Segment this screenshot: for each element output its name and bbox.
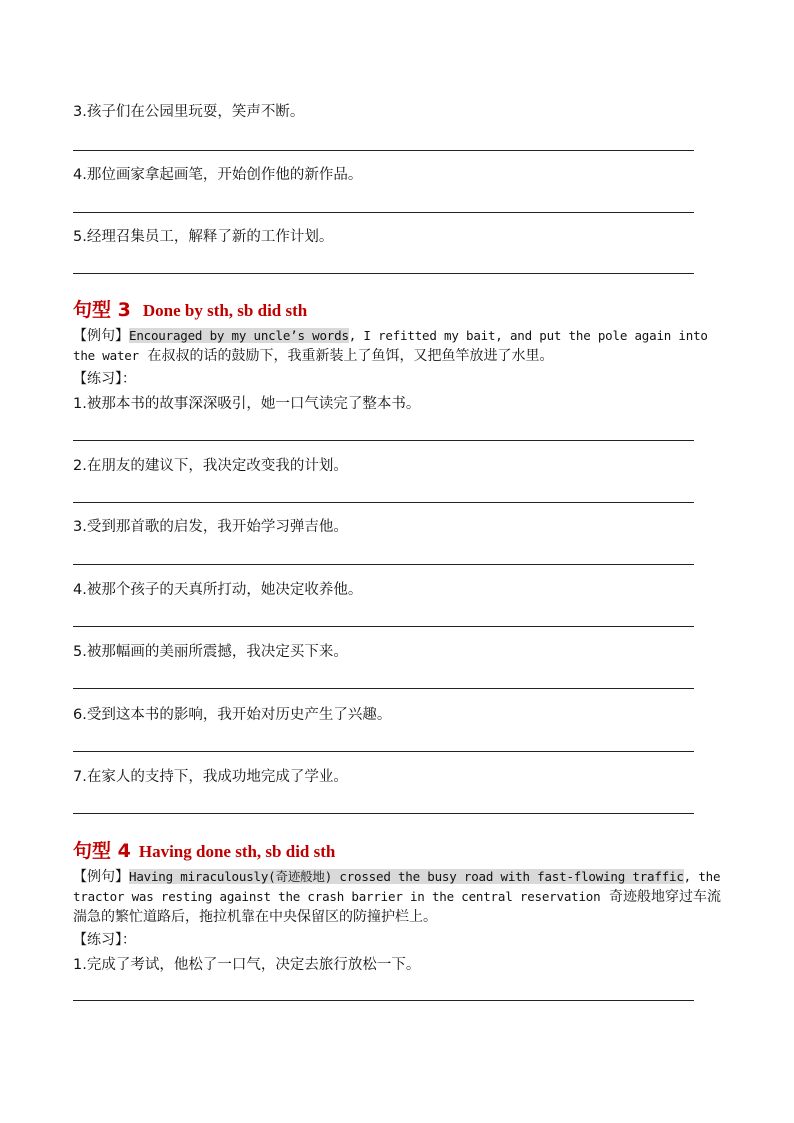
practice-item: 2.在朋友的建议下，我决定改变我的计划。 (73, 458, 348, 474)
example-label: 【例句】 (73, 869, 129, 885)
practice-item: 6.受到这本书的影响，我开始对历史产生了兴趣。 (73, 707, 392, 723)
example-highlight: Having miraculously(奇迹般地) crossed the busy road with fast-flowing traffic (129, 869, 684, 884)
answer-line[interactable] (73, 1000, 694, 1001)
answer-line[interactable] (73, 813, 694, 814)
practice-item: 3.孩子们在公园里玩耍，笑声不断。 (73, 104, 305, 120)
practice-label: 【练习】： (73, 932, 136, 948)
practice-item: 5.被那幅画的美丽所震撼，我决定买下来。 (73, 644, 348, 660)
answer-line[interactable] (73, 564, 694, 565)
practice-item: 5.经理召集员工，解释了新的工作计划。 (73, 229, 334, 245)
practice-item: 4.那位画家拿起画笔，开始创作他的新作品。 (73, 167, 363, 183)
practice-item: 1.完成了考试，他松了一口气，决定去旅行放松一下。 (73, 957, 421, 973)
practice-item: 4.被那个孩子的天真所打动，她决定收养他。 (73, 582, 363, 598)
section-heading (73, 295, 307, 322)
example-rest: , the tractor was resting against the crash barrier in the central reservation (73, 869, 721, 904)
heading-en: Having done sth, sb did sth (138, 842, 336, 861)
answer-line[interactable] (73, 150, 694, 151)
example-label: 【例句】 (73, 328, 129, 344)
section-heading (73, 836, 335, 863)
practice-item: 1.被那本书的故事深深吸引，她一口气读完了整本书。 (73, 396, 421, 412)
practice-label: 【练习】： (73, 371, 136, 387)
practice-item: 7.在家人的支持下，我成功地完成了学业。 (73, 769, 348, 785)
answer-line[interactable] (73, 626, 694, 627)
practice-item: 3.受到那首歌的启发，我开始学习弹吉他。 (73, 519, 348, 535)
answer-line[interactable] (73, 688, 694, 689)
example-sentence (73, 867, 723, 927)
example-highlight: Encouraged by my uncle’s words (129, 328, 349, 343)
answer-line[interactable] (73, 751, 694, 752)
example-translation: 在叔叔的话的鼓励下，我重新装上了鱼饵，又把鱼竿放进了水里。 (147, 348, 554, 364)
answer-line[interactable] (73, 440, 694, 441)
answer-line[interactable] (73, 212, 694, 213)
heading-cn: 句型 4 (73, 840, 131, 862)
example-translation: 奇迹般地穿过车流湍急的繁忙道路后，拖拉机靠在中央保留区的防撞护栏上。 (73, 889, 722, 925)
answer-line[interactable] (73, 273, 694, 274)
example-rest: , I refitted my bait, and put the pole again into the water (73, 328, 708, 363)
heading-cn: 句型 3 (73, 299, 131, 321)
heading-en: Done by sth, sb did sth (142, 301, 308, 320)
example-sentence (73, 326, 723, 366)
answer-line[interactable] (73, 502, 694, 503)
